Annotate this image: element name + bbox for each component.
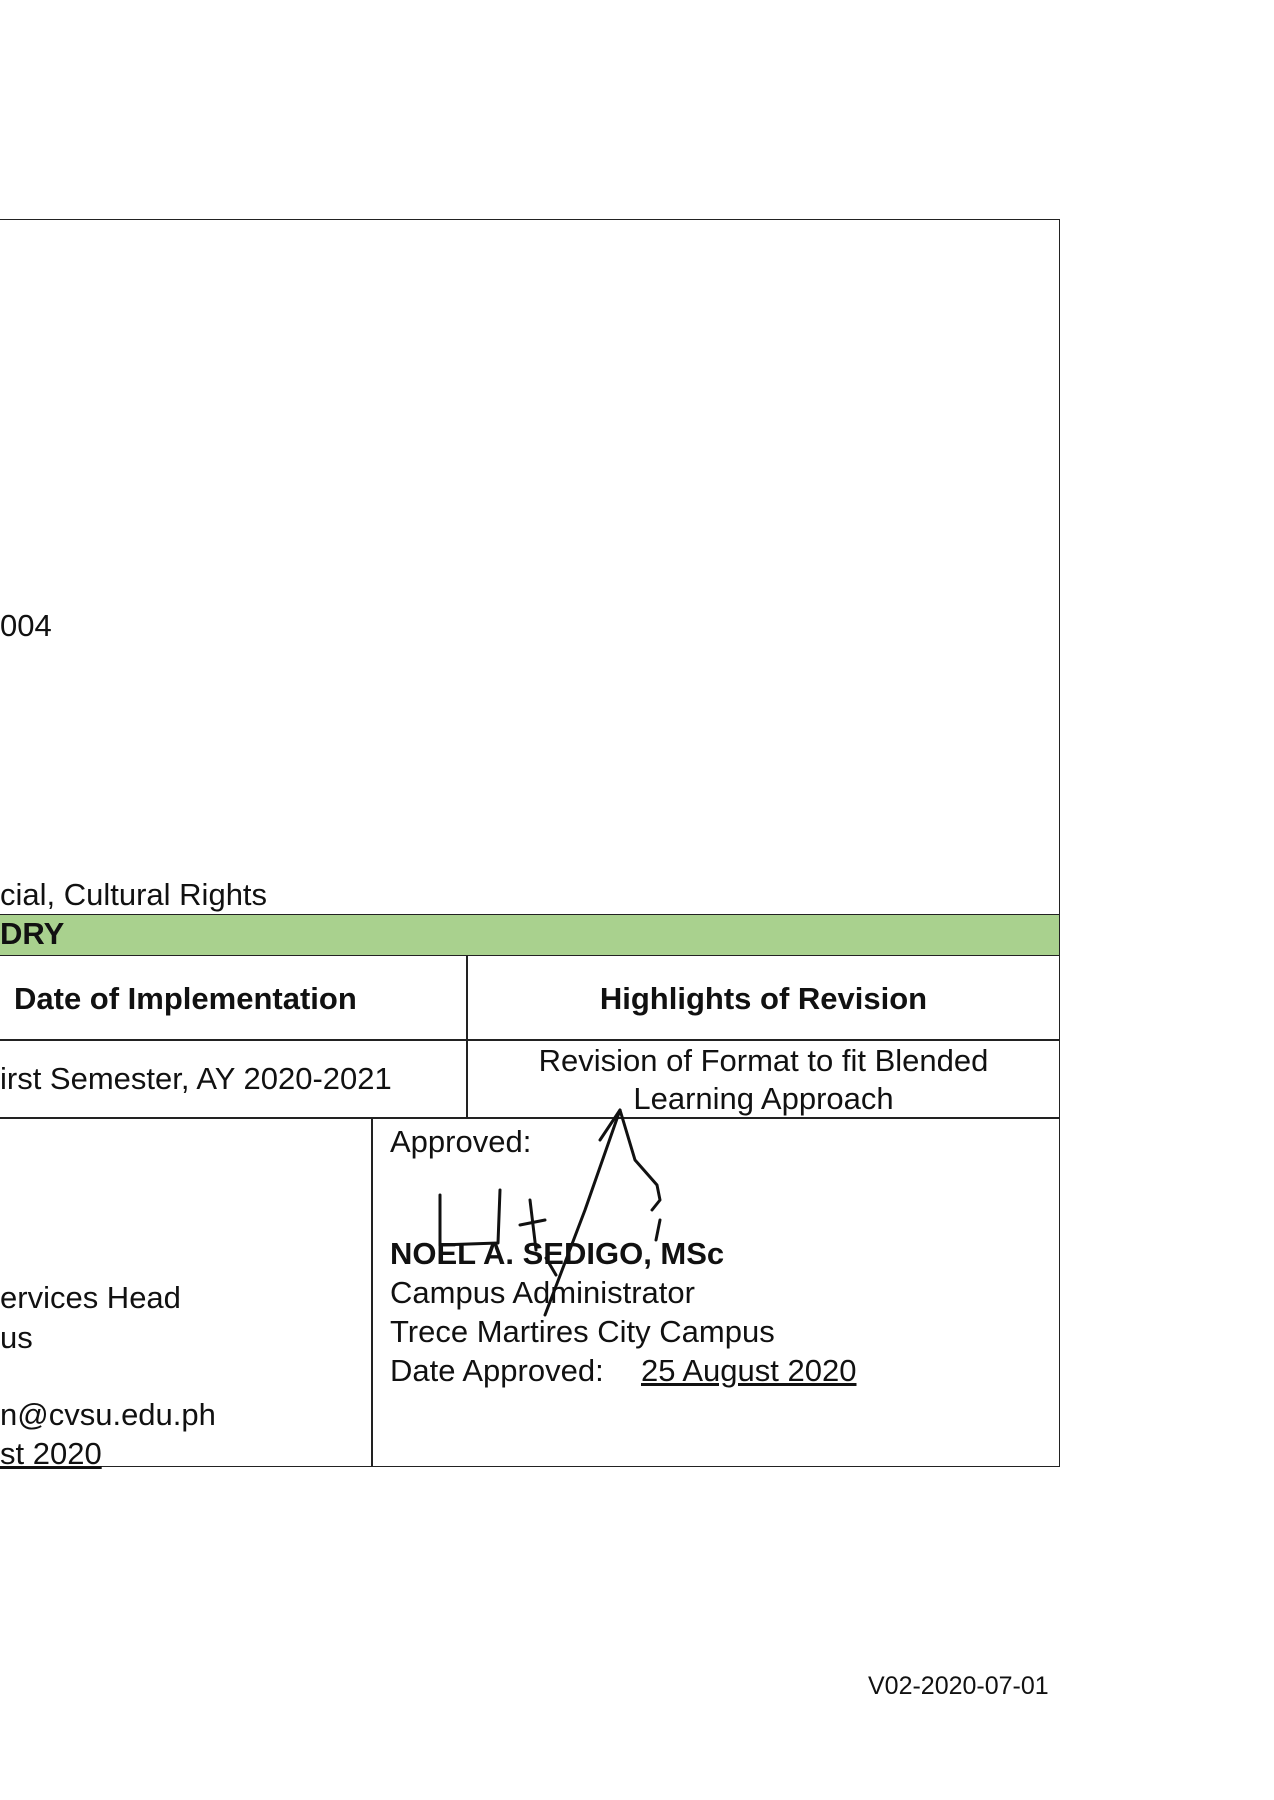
left-signatory-date: st 2020 <box>0 1436 102 1471</box>
approved-label: Approved: <box>390 1124 532 1159</box>
date-approved-value: 25 August 2020 <box>641 1353 857 1388</box>
top-info-box <box>0 219 1060 916</box>
approver-position: Campus Administrator <box>390 1275 695 1310</box>
left-signatory-campus: us <box>0 1320 33 1355</box>
date-approved-label: Date Approved: <box>390 1353 604 1388</box>
revision-history-title: DRY <box>0 916 65 951</box>
document-version: V02-2020-07-01 <box>868 1672 1049 1700</box>
revision-history-bar <box>0 914 1060 956</box>
signatory-divider <box>371 1117 373 1467</box>
revision-highlights-line-1: Revision of Format to fit Blended <box>538 1043 989 1078</box>
approver-name: NOEL A. SEDIGO, MSc <box>390 1236 725 1271</box>
left-signatory-role: ervices Head <box>0 1280 181 1315</box>
column-header-date: Date of Implementation <box>14 981 357 1016</box>
left-signatory-email: n@cvsu.edu.ph <box>0 1397 216 1432</box>
revision-highlights-line-2: Learning Approach <box>633 1081 894 1116</box>
partial-description-text: cial, Cultural Rights <box>0 877 268 912</box>
approver-campus: Trece Martires City Campus <box>390 1314 775 1349</box>
partial-value-text: 004 <box>0 608 52 643</box>
column-header-highlights: Highlights of Revision <box>599 981 928 1016</box>
revision-date-cell: irst Semester, AY 2020-2021 <box>0 1061 392 1096</box>
